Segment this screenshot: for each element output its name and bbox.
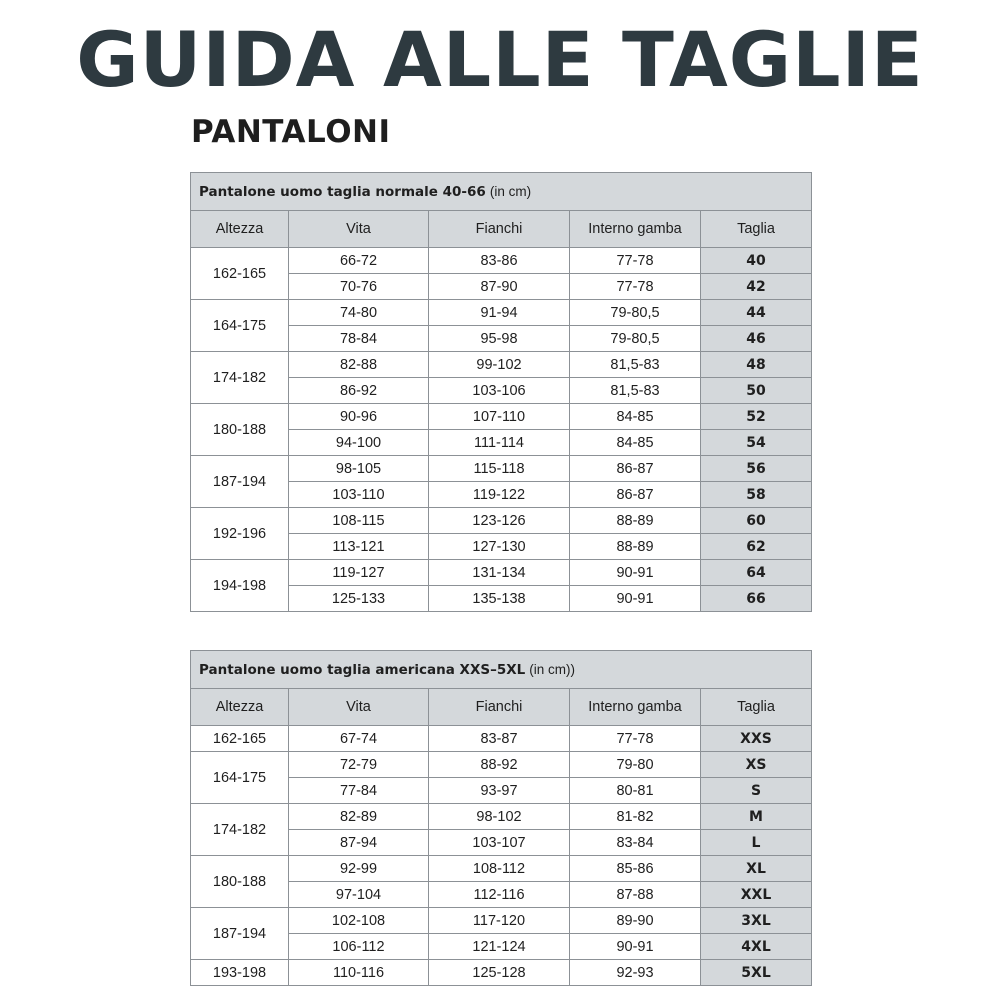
cell-interno-gamba: 88-89 bbox=[570, 534, 701, 560]
cell-taglia: 52 bbox=[701, 404, 812, 430]
table-row bbox=[191, 300, 812, 326]
cell-fianchi: 121-124 bbox=[429, 934, 570, 960]
cell-taglia: 60 bbox=[701, 508, 812, 534]
cell-fianchi: 127-130 bbox=[429, 534, 570, 560]
cell-fianchi: 107-110 bbox=[429, 404, 570, 430]
section-subtitle: PANTALONI bbox=[191, 114, 391, 150]
size-table-american bbox=[190, 650, 812, 986]
cell-vita: 106-112 bbox=[289, 934, 429, 960]
cell-fianchi: 111-114 bbox=[429, 430, 570, 456]
cell-fianchi: 91-94 bbox=[429, 300, 570, 326]
cell-taglia: 62 bbox=[701, 534, 812, 560]
cell-vita: 72-79 bbox=[289, 752, 429, 778]
cell-vita: 103-110 bbox=[289, 482, 429, 508]
cell-interno-gamba: 86-87 bbox=[570, 482, 701, 508]
cell-vita: 77-84 bbox=[289, 778, 429, 804]
cell-vita: 78-84 bbox=[289, 326, 429, 352]
cell-vita: 108-115 bbox=[289, 508, 429, 534]
cell-altezza: 164-175 bbox=[191, 300, 289, 352]
cell-interno-gamba: 79-80,5 bbox=[570, 326, 701, 352]
cell-fianchi: 108-112 bbox=[429, 856, 570, 882]
column-header-altezza: Altezza bbox=[191, 211, 289, 248]
cell-fianchi: 98-102 bbox=[429, 804, 570, 830]
column-header-altezza: Altezza bbox=[191, 689, 289, 726]
cell-interno-gamba: 77-78 bbox=[570, 726, 701, 752]
cell-taglia: S bbox=[701, 778, 812, 804]
cell-fianchi: 83-87 bbox=[429, 726, 570, 752]
cell-fianchi: 125-128 bbox=[429, 960, 570, 986]
cell-altezza: 164-175 bbox=[191, 752, 289, 804]
table-row bbox=[191, 726, 812, 752]
cell-fianchi: 115-118 bbox=[429, 456, 570, 482]
cell-taglia: 5XL bbox=[701, 960, 812, 986]
table-caption-title: Pantalone uomo taglia normale 40-66 bbox=[199, 183, 486, 200]
cell-vita: 102-108 bbox=[289, 908, 429, 934]
cell-vita: 82-89 bbox=[289, 804, 429, 830]
cell-taglia: 54 bbox=[701, 430, 812, 456]
cell-interno-gamba: 84-85 bbox=[570, 430, 701, 456]
cell-vita: 119-127 bbox=[289, 560, 429, 586]
cell-interno-gamba: 79-80,5 bbox=[570, 300, 701, 326]
cell-interno-gamba: 86-87 bbox=[570, 456, 701, 482]
cell-taglia: 3XL bbox=[701, 908, 812, 934]
table-row bbox=[191, 960, 812, 986]
table-caption-title: Pantalone uomo taglia americana XXS–5XL bbox=[199, 661, 526, 678]
cell-vita: 94-100 bbox=[289, 430, 429, 456]
cell-vita: 90-96 bbox=[289, 404, 429, 430]
cell-vita: 98-105 bbox=[289, 456, 429, 482]
cell-taglia: 66 bbox=[701, 586, 812, 612]
cell-altezza: 187-194 bbox=[191, 456, 289, 508]
cell-interno-gamba: 84-85 bbox=[570, 404, 701, 430]
table-row bbox=[191, 352, 812, 378]
cell-vita: 110-116 bbox=[289, 960, 429, 986]
table-row bbox=[191, 248, 812, 274]
table-row bbox=[191, 456, 812, 482]
cell-vita: 86-92 bbox=[289, 378, 429, 404]
cell-fianchi: 103-107 bbox=[429, 830, 570, 856]
cell-fianchi: 99-102 bbox=[429, 352, 570, 378]
cell-altezza: 162-165 bbox=[191, 248, 289, 300]
cell-altezza: 192-196 bbox=[191, 508, 289, 560]
cell-fianchi: 119-122 bbox=[429, 482, 570, 508]
cell-taglia: 44 bbox=[701, 300, 812, 326]
cell-fianchi: 131-134 bbox=[429, 560, 570, 586]
cell-fianchi: 88-92 bbox=[429, 752, 570, 778]
cell-interno-gamba: 80-81 bbox=[570, 778, 701, 804]
cell-taglia: M bbox=[701, 804, 812, 830]
cell-taglia: L bbox=[701, 830, 812, 856]
table-row bbox=[191, 752, 812, 778]
cell-altezza: 162-165 bbox=[191, 726, 289, 752]
cell-vita: 97-104 bbox=[289, 882, 429, 908]
cell-interno-gamba: 81,5-83 bbox=[570, 352, 701, 378]
cell-vita: 87-94 bbox=[289, 830, 429, 856]
column-header-taglia: Taglia bbox=[701, 689, 812, 726]
cell-fianchi: 95-98 bbox=[429, 326, 570, 352]
column-header-vita: Vita bbox=[289, 689, 429, 726]
table-row bbox=[191, 508, 812, 534]
cell-vita: 92-99 bbox=[289, 856, 429, 882]
cell-interno-gamba: 81,5-83 bbox=[570, 378, 701, 404]
cell-vita: 125-133 bbox=[289, 586, 429, 612]
cell-altezza: 193-198 bbox=[191, 960, 289, 986]
cell-interno-gamba: 81-82 bbox=[570, 804, 701, 830]
table-row bbox=[191, 804, 812, 830]
cell-vita: 74-80 bbox=[289, 300, 429, 326]
page-title: GUIDA ALLE TAGLIE bbox=[76, 15, 924, 104]
cell-vita: 113-121 bbox=[289, 534, 429, 560]
cell-fianchi: 117-120 bbox=[429, 908, 570, 934]
cell-vita: 82-88 bbox=[289, 352, 429, 378]
cell-interno-gamba: 87-88 bbox=[570, 882, 701, 908]
cell-interno-gamba: 85-86 bbox=[570, 856, 701, 882]
column-header-interno-gamba: Interno gamba bbox=[570, 689, 701, 726]
cell-interno-gamba: 77-78 bbox=[570, 274, 701, 300]
cell-fianchi: 135-138 bbox=[429, 586, 570, 612]
column-header-fianchi: Fianchi bbox=[429, 211, 570, 248]
cell-interno-gamba: 90-91 bbox=[570, 934, 701, 960]
column-header-interno-gamba: Interno gamba bbox=[570, 211, 701, 248]
cell-altezza: 194-198 bbox=[191, 560, 289, 612]
cell-altezza: 187-194 bbox=[191, 908, 289, 960]
cell-taglia: 46 bbox=[701, 326, 812, 352]
table-row bbox=[191, 560, 812, 586]
cell-taglia: XL bbox=[701, 856, 812, 882]
cell-taglia: 64 bbox=[701, 560, 812, 586]
cell-taglia: 42 bbox=[701, 274, 812, 300]
cell-interno-gamba: 90-91 bbox=[570, 586, 701, 612]
table-caption bbox=[191, 651, 812, 689]
cell-interno-gamba: 77-78 bbox=[570, 248, 701, 274]
cell-taglia: 4XL bbox=[701, 934, 812, 960]
table-caption-unit: (in cm) bbox=[489, 183, 532, 199]
size-table-normal bbox=[190, 172, 812, 612]
cell-taglia: 50 bbox=[701, 378, 812, 404]
column-header-vita: Vita bbox=[289, 211, 429, 248]
cell-vita: 70-76 bbox=[289, 274, 429, 300]
cell-altezza: 180-188 bbox=[191, 404, 289, 456]
cell-fianchi: 123-126 bbox=[429, 508, 570, 534]
cell-altezza: 174-182 bbox=[191, 352, 289, 404]
cell-fianchi: 87-90 bbox=[429, 274, 570, 300]
cell-taglia: 58 bbox=[701, 482, 812, 508]
cell-taglia: 40 bbox=[701, 248, 812, 274]
cell-fianchi: 103-106 bbox=[429, 378, 570, 404]
table-caption-unit: (in cm)) bbox=[529, 661, 576, 677]
table-row bbox=[191, 404, 812, 430]
cell-taglia: XS bbox=[701, 752, 812, 778]
cell-taglia: XXL bbox=[701, 882, 812, 908]
cell-interno-gamba: 90-91 bbox=[570, 560, 701, 586]
table-row bbox=[191, 856, 812, 882]
cell-vita: 67-74 bbox=[289, 726, 429, 752]
cell-taglia: 48 bbox=[701, 352, 812, 378]
cell-altezza: 180-188 bbox=[191, 856, 289, 908]
cell-interno-gamba: 79-80 bbox=[570, 752, 701, 778]
column-header-taglia: Taglia bbox=[701, 211, 812, 248]
cell-fianchi: 93-97 bbox=[429, 778, 570, 804]
cell-taglia: XXS bbox=[701, 726, 812, 752]
cell-interno-gamba: 89-90 bbox=[570, 908, 701, 934]
cell-taglia: 56 bbox=[701, 456, 812, 482]
cell-interno-gamba: 83-84 bbox=[570, 830, 701, 856]
cell-interno-gamba: 92-93 bbox=[570, 960, 701, 986]
column-header-fianchi: Fianchi bbox=[429, 689, 570, 726]
cell-fianchi: 112-116 bbox=[429, 882, 570, 908]
cell-interno-gamba: 88-89 bbox=[570, 508, 701, 534]
table-caption bbox=[191, 173, 812, 211]
cell-altezza: 174-182 bbox=[191, 804, 289, 856]
cell-vita: 66-72 bbox=[289, 248, 429, 274]
cell-fianchi: 83-86 bbox=[429, 248, 570, 274]
table-row bbox=[191, 908, 812, 934]
